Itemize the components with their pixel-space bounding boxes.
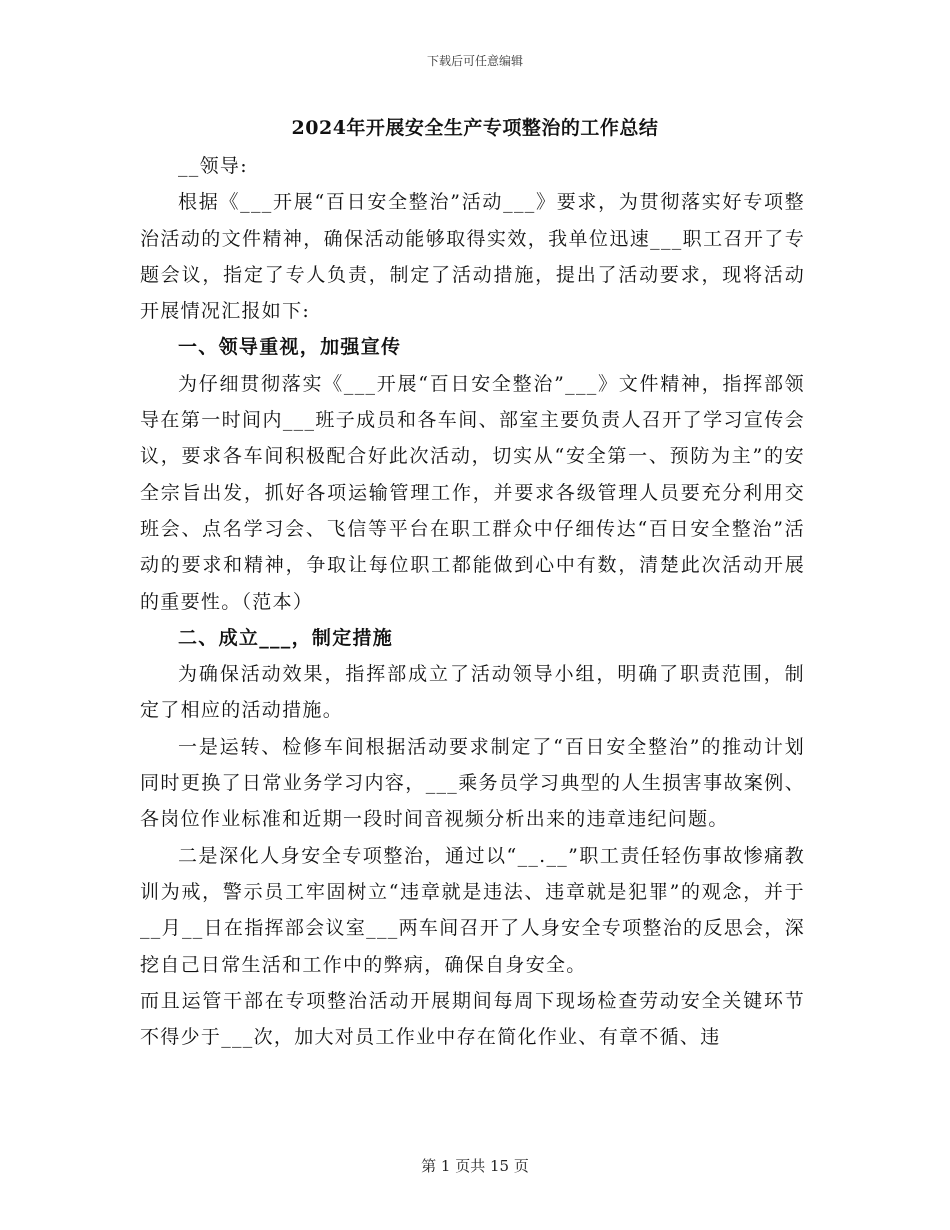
paragraph-item-1: 一是运转、检修车间根据活动要求制定了“百日安全整治”的推动计划同时更换了日常业务学习内容，___乘务员学习典型的人生损害事故案例、各岗位作业标准和近期一段时间音视频分析出来的违章违纪问题。 <box>140 735 805 831</box>
section-heading-1: 一、领导重视，加强宣传 <box>178 336 402 359</box>
paragraph-section-1: 为仔细贯彻落实《___开展“百日安全整治”___》文件精神，指挥部领导在第一时间内___班子成员和各车间、部室主要负责人召开了学习宣传会议，要求各车间积极配合好此次活动，切实从“安全第一、预防为主”的安全宗旨出发，抓好各项运输管理工作，并要求各级管理人员要充分利用交班会、点名学习会、飞信等平台在职工群众中仔细传达“百日安全整治”活动的要求和精神，争取让每位职工都能做到心中有数，清楚此次活动开展的重要性。（范本） <box>140 372 805 613</box>
header-note: 下载后可任意编辑 <box>426 54 523 68</box>
salutation: __领导: <box>178 155 248 177</box>
paragraph-intro: 根据《___开展“百日安全整治”活动___》要求，为贯彻落实好专项整治活动的文件精神，确保活动能够取得实效，我单位迅速___职工召开了专题会议，指定了专人负责，制定了活动措施，提出了活动要求，现将活动开展情况汇报如下: <box>140 191 805 323</box>
paragraph-continuation: 而且运管干部在专项整治活动开展期间每周下现场检查劳动安全关键环节不得少于___次，加大对员工作业中存在简化作业、有章不循、违 <box>140 989 805 1049</box>
document-body <box>140 148 805 1055</box>
page-number: 第 1 页共 15 页 <box>421 1157 529 1175</box>
paragraph-item-2: 二是深化人身安全专项整治，通过以“__.__”职工责任轻伤事故惨痛教训为戒，警示员工牢固树立“违章就是违法、违章就是犯罪”的观念，并于__月__日在指挥部会议室___两车间召开了人身安全专项整治的反思会，深挖自己日常生活和工作中的弊病，确保自身安全。 <box>140 844 805 976</box>
document-title: 2024年开展安全生产专项整治的工作总结 <box>291 117 659 139</box>
section-heading-2: 二、成立___，制定措施 <box>178 626 394 649</box>
paragraph-section-2: 为确保活动效果，指挥部成立了活动领导小组，明确了职责范围，制定了相应的活动措施。 <box>140 663 805 722</box>
